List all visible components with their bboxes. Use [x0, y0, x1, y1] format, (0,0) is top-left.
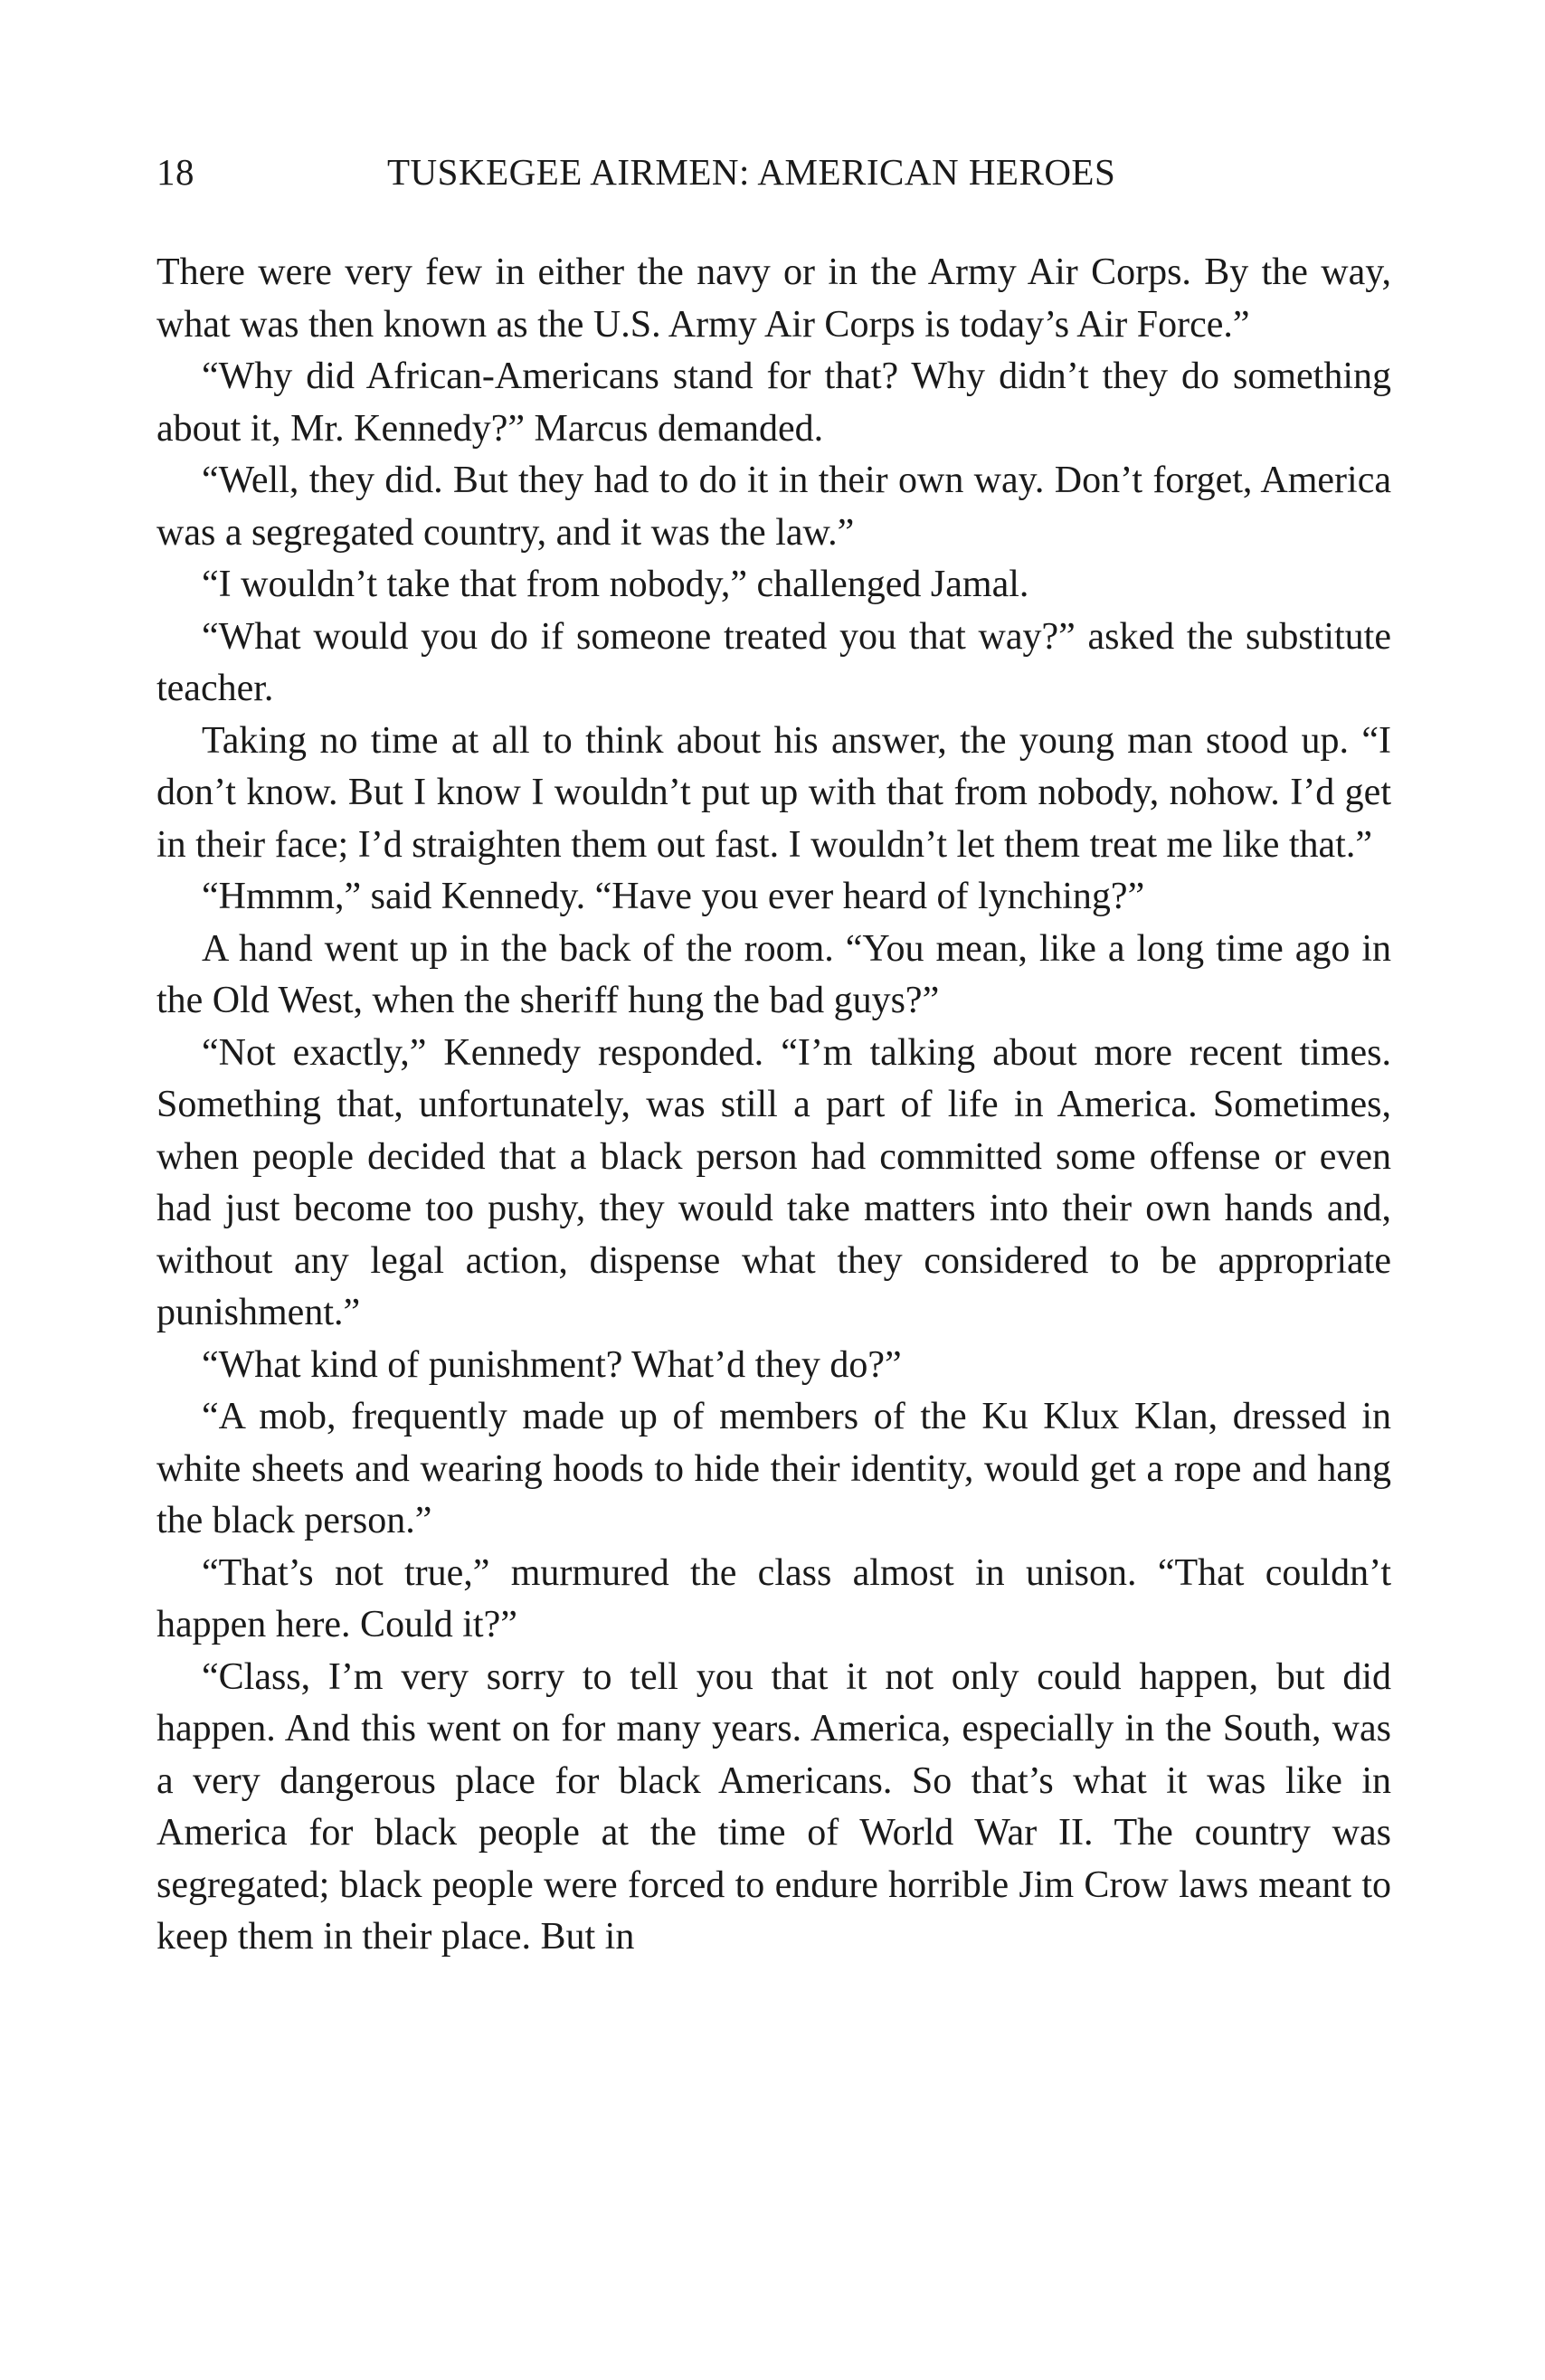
paragraph: “A mob, frequently made up of members of the Ku Klux Klan, dressed in white sheets and wearing hoods to hide their identity, would get a rope and hang the black person.”	[156, 1396, 1391, 1541]
paragraph: “What kind of punishment? What’d they do?”	[202, 1343, 902, 1386]
paragraph: “Not exactly,” Kennedy responded. “I’m talking about more recent times. Something that, unfortunately, was still a part of life in America. Sometimes, when people decided that a black person had committed some offense or even had just become too pushy, they would take matters into their own hands and, without any legal action, dispense what they considered to be appropriate punishment.”	[156, 1031, 1391, 1333]
paragraph: “Hmmm,” said Kennedy. “Have you ever heard of lynching?”	[202, 876, 1145, 917]
paragraph: “What would you do if someone treated you that way?” asked the substitute teacher.	[156, 615, 1391, 709]
paragraph: “That’s not true,” murmured the class almost in unison. “That couldn’t happen here. Could it?”	[156, 1551, 1391, 1645]
paragraph: A hand went up in the back of the room. “You mean, like a long time ago in the Old West, when the sheriff hung the bad guys?”	[156, 927, 1391, 1021]
body-text	[156, 247, 1391, 1964]
paragraph: There were very few in either the navy or in the Army Air Corps. By the way, what was then known as the U.S. Army Air Corps is today’s Air Force.”	[156, 251, 1391, 346]
running-head	[156, 145, 1391, 199]
paragraph: “I wouldn’t take that from nobody,” challenged Jamal.	[202, 564, 1029, 605]
paragraph: “Well, they did. But they had to do it in their own way. Don’t forget, America was a segregated country, and it was the law.”	[156, 460, 1391, 554]
paragraph: “Class, I’m very sorry to tell you that it not only could happen, but did happen. And this went on for many years. America, especially in the South, was a very dangerous place for black Americans. So that’s what it was like in America for black people at the time of World War II. The country was segregated; black people were forced to endure horrible Jim Crow laws meant to keep them in their place. But in	[156, 1655, 1391, 1958]
book-title: TUSKEGEE AIRMEN: AMERICAN HEROES	[387, 151, 1116, 193]
paragraph: Taking no time at all to think about his answer, the young man stood up. “I don’t know. But I know I wouldn’t put up with that from nobody, nohow. I’d get in their face; I’d straighten them out fast. I wouldn’t let them treat me like that.”	[156, 719, 1391, 866]
page-number: 18	[156, 151, 194, 193]
paragraph: “Why did African-Americans stand for that? Why didn’t they do something about it, Mr. Kennedy?” Marcus demanded.	[156, 356, 1391, 450]
